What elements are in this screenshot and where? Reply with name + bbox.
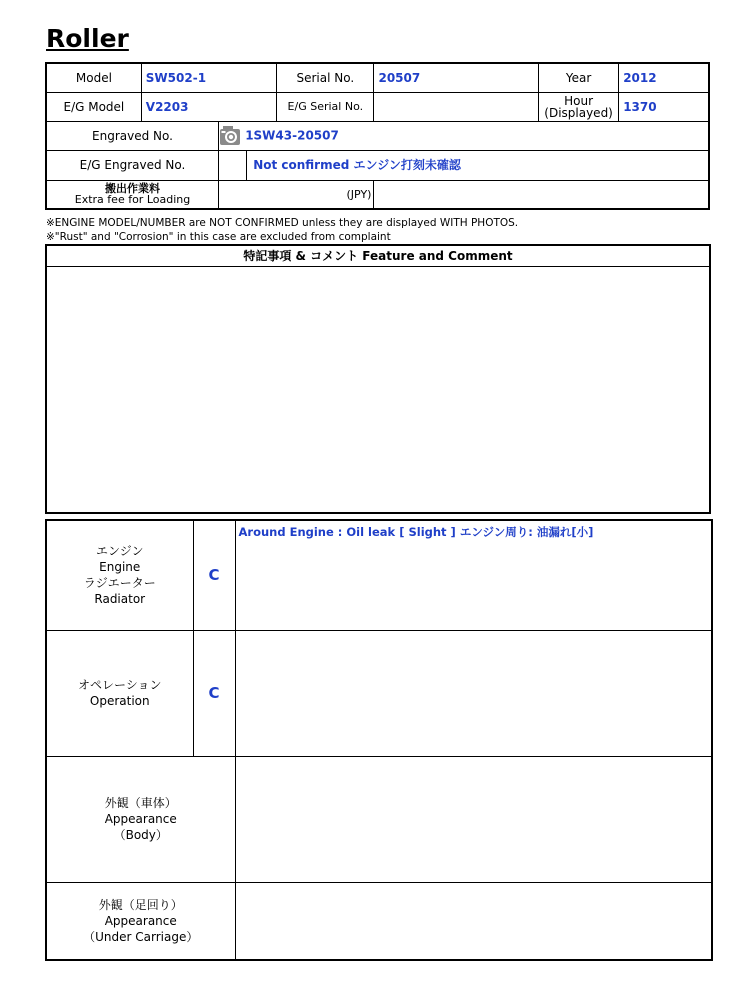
category-en2: （Body）	[113, 828, 168, 842]
vehicle-info-table	[45, 62, 710, 210]
category-jp2: ラジエーター	[83, 576, 156, 591]
category-jp: 外観（車体）	[104, 796, 177, 810]
category-operation	[46, 630, 193, 756]
fee-unit: (JPY)	[219, 180, 374, 209]
engraved-label: Engraved No.	[46, 121, 219, 150]
feature-comment-box	[45, 244, 711, 514]
hour-label	[538, 92, 618, 121]
eg-serial-label: E/G Serial No.	[277, 92, 374, 121]
note-engine: ※ENGINE MODEL/NUMBER are NOT CONFIRMED unless they are displayed WITH PHOTOS.	[46, 217, 519, 229]
category-body	[46, 756, 235, 882]
comment-engine: Around Engine : Oil leak [ Slight ] エンジン周り: 油漏れ[小]	[235, 520, 712, 630]
engraved-value: 1SW43-20507	[245, 128, 339, 142]
comment-undercarriage	[235, 882, 712, 960]
category-en: Engine	[99, 560, 141, 575]
year-value: 2012	[619, 63, 709, 92]
fee-label	[46, 180, 219, 209]
hour-value: 1370	[619, 92, 709, 121]
fee-label-jp: 搬出作業料	[105, 182, 160, 196]
category-en: Appearance	[104, 913, 177, 928]
note-rust: ※"Rust" and "Corrosion" in this case are excluded from complaint	[46, 231, 391, 243]
category-jp: オペレーション	[77, 678, 162, 692]
serial-value: 20507	[374, 63, 538, 92]
camera-icon[interactable]	[219, 125, 241, 147]
serial-label: Serial No.	[277, 63, 374, 92]
eg-engraved-label: E/G Engraved No.	[46, 150, 219, 180]
category-engine	[46, 520, 193, 630]
comment-body	[235, 756, 712, 882]
category-en: Operation	[89, 694, 150, 708]
feature-heading: 特記事項 & コメント Feature and Comment	[47, 246, 709, 267]
category-en2: Radiator	[94, 592, 146, 607]
category-en2: （Under Carriage）	[83, 929, 199, 944]
model-value: SW502-1	[141, 63, 276, 92]
category-en: Appearance	[104, 812, 177, 826]
hour-label-line1: Hour	[564, 93, 594, 108]
inspection-table	[45, 519, 713, 961]
inspection-row-operation	[46, 630, 712, 756]
eg-model-value: V2203	[141, 92, 276, 121]
fee-label-en: Extra fee for Loading	[74, 193, 191, 207]
page-title: Roller	[46, 24, 129, 53]
inspection-row-undercarriage	[46, 882, 712, 960]
hour-label-line2: (Displayed)	[544, 105, 613, 120]
grade-engine: C	[193, 520, 235, 630]
eg-engraved-value: Not confirmed エンジン打刻未確認	[253, 157, 461, 172]
grade-operation: C	[193, 630, 235, 756]
category-jp: 外観（足回り）	[98, 897, 183, 912]
eg-model-label: E/G Model	[46, 92, 141, 121]
category-undercarriage	[46, 882, 235, 960]
engraved-value-cell	[219, 121, 710, 150]
eg-serial-value	[374, 92, 538, 121]
category-jp: エンジン	[96, 544, 144, 559]
model-label: Model	[46, 63, 141, 92]
inspection-row-body	[46, 756, 712, 882]
inspection-row-engine	[46, 520, 712, 630]
comment-operation	[235, 630, 712, 756]
year-label: Year	[538, 63, 618, 92]
fee-value	[374, 180, 709, 209]
eg-engraved-value-cell	[219, 150, 710, 180]
